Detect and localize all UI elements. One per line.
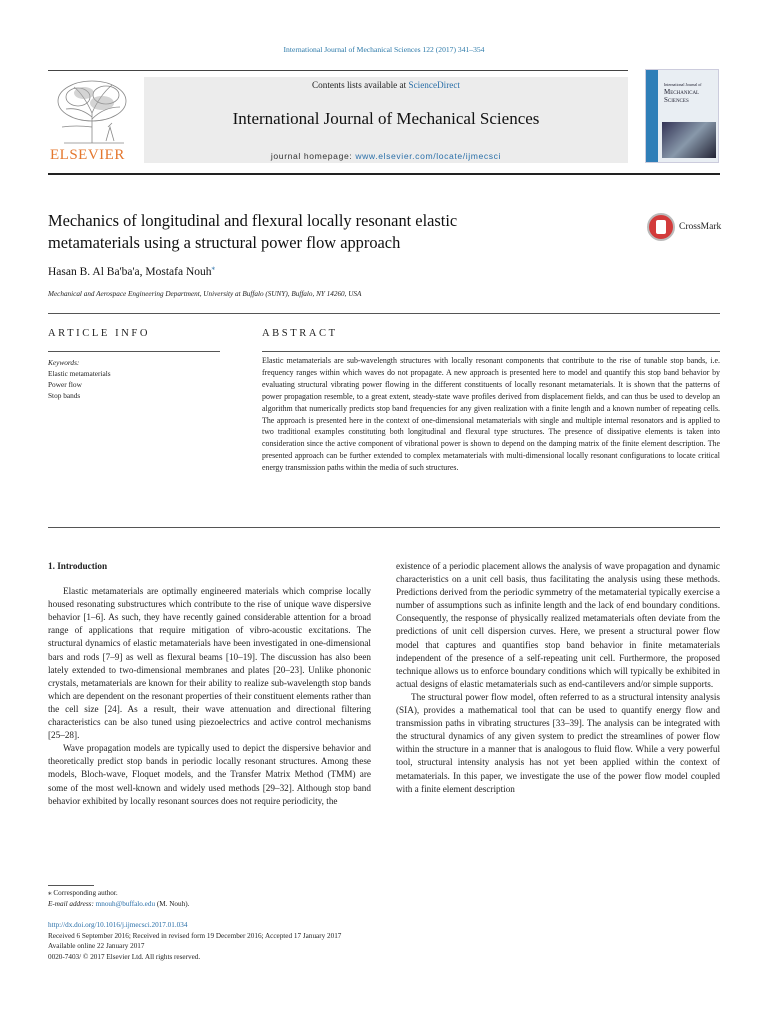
sciencedirect-link[interactable]: ScienceDirect (408, 80, 460, 90)
contents-lists-line: Contents lists available at ScienceDirect (312, 80, 460, 90)
body-paragraph: existence of a periodic placement allows the analysis of wave propagation and dynamic characteristics on a unit cell basis, thus facilitating the analysis using these methods. Predictions derived from the periodic symmetry of the metamaterial typically exercise a number of assumptions such as infinite length and the lack of end boundary conditions. Consequently, the response of physically realized metamaterials often deviate from the predictions of unit cell dispersion curves. Here, we present a structural power flow model that captures and quantifies stop band behavior in finite metamaterials independent of the presence of a self-repeating unit cell. Furthermore, the proposed technique allows us to enforce boundary conditions which will typically be exhibited in actual designs of elastic metamaterials such as end-cantilevers and/or simple supports. (396, 561, 720, 689)
elsevier-wordmark: ELSEVIER (50, 147, 125, 163)
abstract-bottom-rule (48, 527, 720, 528)
corresponding-author-marker[interactable]: ⁎ (211, 264, 216, 272)
journal-homepage-line: journal homepage: www.elsevier.com/locate/ijmecsci (270, 151, 502, 161)
keywords-heading: Keywords: (48, 358, 80, 367)
elsevier-logo[interactable] (48, 77, 140, 163)
article-info-heading: ARTICLE INFO (48, 328, 151, 339)
cover-image (662, 122, 716, 158)
article-info-rule (48, 351, 220, 352)
available-online: Available online 22 January 2017 (48, 942, 145, 950)
publication-footer (48, 920, 341, 962)
body-left-column (48, 560, 371, 808)
crossmark-badge[interactable] (647, 213, 721, 241)
cover-title: International Journal of Mechanical Sciences (664, 82, 702, 104)
keyword-item: Stop bands (48, 391, 81, 400)
elsevier-tree-icon (54, 77, 132, 145)
author-list: Hasan B. Al Ba'ba'a, Mostafa Nouh⁎ (48, 264, 216, 278)
crossmark-label: CrossMark (679, 222, 722, 232)
header-top-rule (48, 70, 628, 71)
affiliation: Mechanical and Aerospace Engineering Department, University at Buffalo (SUNY), Buffalo, NY 14260, USA (48, 290, 362, 298)
body-paragraph: Wave propagation models are typically used to depict the dispersive behavior and theoretically predict stop bands in periodic locally resonant structures. Among these models, Bloch-wave, Floquet models, and the Transfer Matrix Method (TMM) are some of the most well-known and widely used methods [29–32]. Although stop band behavior exhibited by locally resonant sources does not require periodicity, the (48, 743, 371, 806)
cover-strip (646, 70, 658, 163)
journal-citation[interactable]: International Journal of Mechanical Sciences 122 (2017) 341–354 (283, 45, 485, 54)
abstract-text: Elastic metamaterials are sub-wavelength structures with locally resonant components that contribute to the rise of tunable stop bands, i.e. frequency ranges within which waves do not propagate. A new approach is presented here to model and quantify this stop band behavior by evaluating structural vibrating power flowing in the different constituents of locally resonant metamaterials. It is shown that the patterns of power propagation resemble, to a great extent, steady-state wave profiles derived from displacement fields, and can thus be used to develop an algorithm that numerically predicts stop band frequencies for any given realization with a finite length and a known number of repeating cells. The approach is presented here in the context of one-dimensional metamaterials with single and multiple internal resonators and is applied to two traditional examples constituting both longitudinal and flexural type structures. The presence of dissipative elements is taken into consideration since the active component of vibrational power is shown to depend on the damping matrix of the finite element description. The presented approach can be further extended to complex metamaterials with multi-dimensional locally resonant configurations to locate critical energy transmission paths within the media of such structures. (262, 356, 720, 473)
author-email-link[interactable]: mnouh@buffalo.edu (95, 899, 156, 908)
keywords-block (48, 357, 111, 401)
corresponding-author-note: ⁎ Corresponding author. (48, 889, 118, 897)
header-bottom-rule (48, 173, 720, 175)
journal-banner (144, 77, 628, 163)
keyword-item: Power flow (48, 380, 82, 389)
body-paragraph: Elastic metamaterials are optimally engineered materials which comprise locally housed resonating substructures which contribute to the rise of unique wave dispersive behavior [1–6]. As such, they have recently gained considerable attention for a broad range of applications that require mitigation of vibro-acoustic excitations. The structural dynamics of elastic metamaterials have been investigated in one-dimensional bars and rods [7–9] as well as flexural beams [10–19]. The discussion has also been lately extended to two-dimensional membranes and plates [20–23]. Unlike phononic crystals, metamaterials are known for their ability to realize sub-wavelength stop bands which are dependent on the resonant properties of their constituent elements rather than the cell size [24]. As a result, their wave attenuation and directional filtering characteristics can be also tuned using piezoelectrics and active control mechanisms [25–28]. (48, 586, 371, 741)
footnote-rule (48, 885, 94, 886)
article-title: Mechanics of longitudinal and flexural locally resonant elastic metamaterials using a structural power flow approach (48, 211, 458, 252)
crossmark-icon (647, 213, 675, 241)
journal-homepage-link[interactable]: www.elsevier.com/locate/ijmecsci (355, 151, 502, 161)
body-paragraph: The structural power flow model, often referred to as a structural intensity analysis (SIA), provides a mathematical tool that can be used to quantify energy flow and transmission paths in vibrating structures [33–39]. The analysis can be integrated with the structural dynamics of any given system to predict the streamlines of power flow within the structure in a manner that is analogous to fluid flow. While a very powerful tool, structural intensity analysis has not yet been applied within the context of metamaterials. In this paper, we investigate the use of the power flow model coupled with a finite element description (396, 691, 720, 794)
body-right-column (396, 560, 720, 796)
copyright: 0020-7403/ © 2017 Elsevier Ltd. All rights reserved. (48, 952, 201, 961)
abstract-rule (262, 351, 720, 352)
doi-link[interactable]: http://dx.doi.org/10.1016/j.ijmecsci.2017.01.034 (48, 921, 188, 929)
keyword-item: Elastic metamaterials (48, 369, 111, 378)
footnote-block (48, 888, 189, 909)
email-note: E-mail address: mnouh@buffalo.edu (M. Nouh). (48, 899, 190, 908)
received-dates: Received 6 September 2016; Received in revised form 19 December 2016; Accepted 17 January 2017 (48, 931, 342, 940)
info-top-rule (48, 313, 720, 314)
journal-title: International Journal of Mechanical Sciences (232, 109, 540, 128)
section-heading-introduction: 1. Introduction (48, 561, 108, 571)
journal-cover-thumbnail[interactable] (645, 69, 719, 163)
abstract-heading: ABSTRACT (262, 328, 338, 339)
